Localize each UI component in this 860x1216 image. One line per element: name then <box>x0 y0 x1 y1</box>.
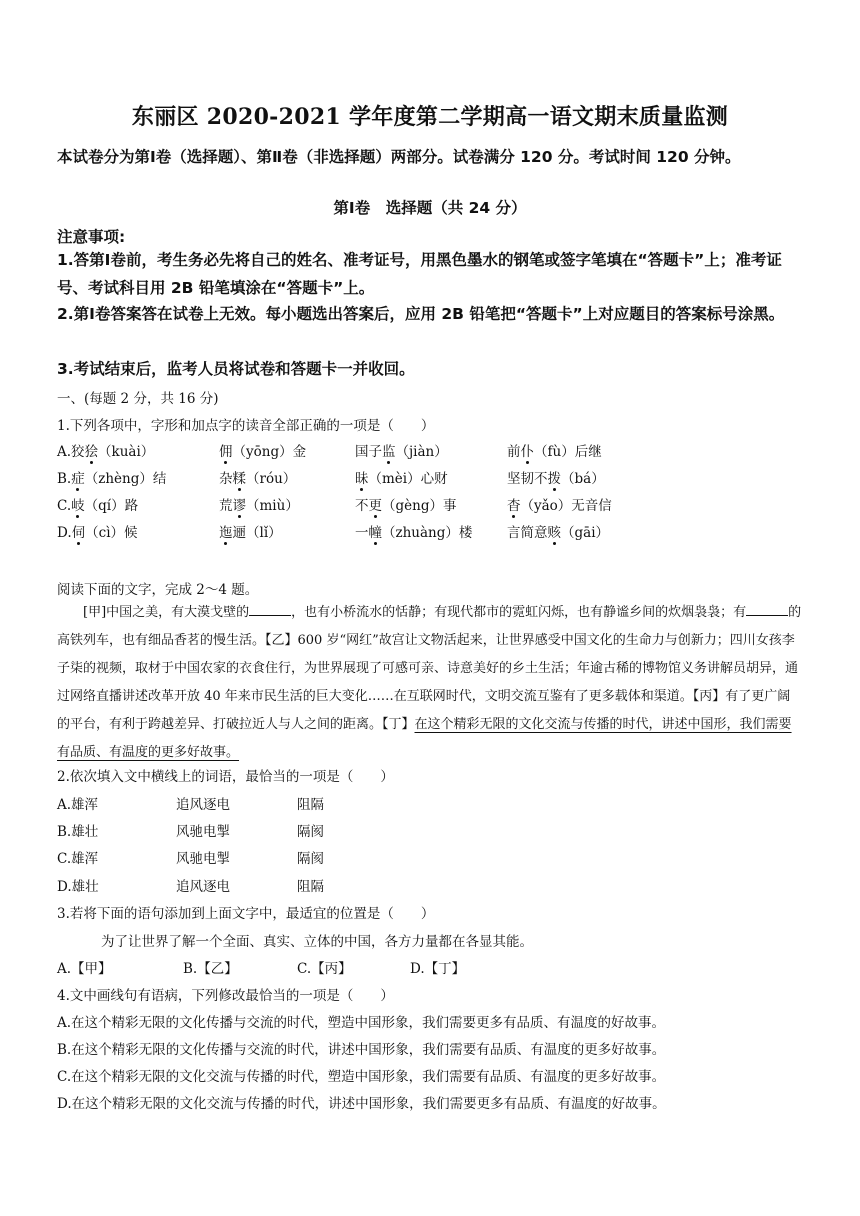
q1-option-item <box>355 440 448 460</box>
underlined-sentence: 在这个精彩无限的文化交流与传播的时代，讲述中国形，我们需要有品质、有温度的更多好故事。 <box>57 717 792 760</box>
q1-option-item <box>219 440 306 460</box>
q1-option-item <box>355 521 472 541</box>
dotted-char: 监 <box>382 440 396 460</box>
dotted-char: 佣 <box>219 440 233 460</box>
q3-option: B.【乙】 <box>183 961 238 977</box>
dotted-char: 昧 <box>355 467 369 487</box>
option-text: （zhèng）结 <box>84 471 167 487</box>
option-text: （mèi）心财 <box>368 471 448 487</box>
option-text: （qí）路 <box>84 498 139 514</box>
option-text: C. <box>57 498 72 514</box>
option-text: 杂 <box>219 471 233 487</box>
q1-option-item <box>219 467 296 487</box>
option-text: （jiàn） <box>395 444 448 460</box>
reading-passage <box>57 599 802 767</box>
q2-option-item: C.雄浑 <box>57 851 99 867</box>
q1-option-item <box>219 521 282 541</box>
q4-option: B.在这个精彩无限的文化传播与交流的时代，讲述中国形象，我们需要有品质、有温度的更多好故事。 <box>57 1042 666 1058</box>
option-text: A.狡 <box>57 444 85 460</box>
dotted-char: 迤 <box>219 521 233 541</box>
note-item: 1.答第Ⅰ卷前，考生务必先将自己的姓名、准考证号，用黑色墨水的钢笔或签字笔填在“答题卡”上；准考证号、考试科目用 2B 铅笔填涂在“答题卡”上。 <box>57 251 782 297</box>
q3-option: A.【甲】 <box>57 961 112 977</box>
dotted-char: 幢 <box>369 521 383 541</box>
q1-option-item <box>507 440 602 460</box>
q1-option-item <box>57 440 154 460</box>
option-text: 逦（lǐ） <box>232 525 282 541</box>
option-text: 一 <box>355 525 369 541</box>
option-text: D. <box>57 525 72 541</box>
option-text: （yōng）金 <box>232 444 307 460</box>
option-text: （bá） <box>561 471 605 487</box>
section-title: 第Ⅰ卷 选择题（共 24 分） <box>333 199 527 217</box>
q1-option-item <box>57 494 138 514</box>
question-stem: 4.文中画线句有语病，下列修改最恰当的一项是（ ） <box>57 988 394 1004</box>
q1-option-item <box>57 521 138 541</box>
dotted-char: 症 <box>71 467 85 487</box>
dotted-char: 糅 <box>233 467 247 487</box>
dotted-char: 赅 <box>548 521 562 541</box>
q1-option-item <box>57 467 166 487</box>
dotted-char: 杳 <box>507 494 521 514</box>
q3-option: C.【丙】 <box>297 961 352 977</box>
dotted-char: 伺 <box>72 521 86 541</box>
q4-option: C.在这个精彩无限的文化交流与传播的时代，塑造中国形象，我们需要有品质、有温度的更多好故事。 <box>57 1069 666 1085</box>
fill-blank <box>746 601 788 616</box>
question-stem: 1.下列各项中，字形和加点字的读音全部正确的一项是（ ） <box>57 418 435 434</box>
exam-intro: 本试卷分为第Ⅰ卷（选择题）、第Ⅱ卷（非选择题）两部分。试卷满分 120 分。考试时间 120 分钟。 <box>57 148 741 166</box>
q2-option-item: 风驰电掣 <box>176 824 230 840</box>
dotted-char: 岐 <box>71 494 85 514</box>
q2-option-item: 隔阂 <box>297 851 324 867</box>
dotted-char: 仆 <box>521 440 535 460</box>
option-text: （kuài） <box>98 444 155 460</box>
q3-option: D.【丁】 <box>410 961 466 977</box>
passage-intro: 阅读下面的文字，完成 2～4 题。 <box>57 582 259 598</box>
q2-option-item: B.雄壮 <box>57 824 99 840</box>
q1-option-item <box>355 494 456 514</box>
q2-option-item: A.雄浑 <box>57 797 99 813</box>
q2-option-item: 追风逐电 <box>176 797 230 813</box>
option-text: 坚韧不 <box>507 471 548 487</box>
option-text: （gèng）事 <box>382 498 457 514</box>
dotted-char: 更 <box>369 494 383 514</box>
note-item: 2.第Ⅰ卷答案答在试卷上无效。每小题选出答案后，应用 2B 铅笔把“答题卡”上对应题目的答案标号涂黑。 <box>57 305 785 323</box>
q3-sentence: 为了让世界了解一个全面、真实、立体的中国，各方力量都在各显其能。 <box>101 934 533 950</box>
option-text: 前 <box>507 444 521 460</box>
q4-option: D.在这个精彩无限的文化交流与传播的时代，讲述中国形象，我们需要更多有品质、有温度的好故事。 <box>57 1096 666 1112</box>
option-text: （fù）后继 <box>534 444 602 460</box>
q1-option-item <box>507 467 605 487</box>
q1-option-item <box>507 521 609 541</box>
option-text: （cì）候 <box>85 525 138 541</box>
q1-option-item <box>219 494 299 514</box>
fill-blank <box>249 601 291 616</box>
exam-title: 东丽区 2020-2021 学年度第二学期高一语文期末质量监测 <box>131 104 729 130</box>
passage-text: 的高铁列车，也有细品香茗的慢生活。【乙】600 岁“网红”故宫让文物活起来，让世界感受中国文化的生命力与创新力；四川女孩李子柒的视频，取材于中国农家的衣食住行，为世界展现了可感可亲、诗意美好的乡土生活；年逾古稀的博物馆义务讲解员胡异，通过网络直播讲述改革开放 40 年来市民生活的巨大变化……在互联网时代，文明交流互鉴有了更多载体和渠道。【丙】有了更广阔的平台，有利于跨越差异、打破拉近人与人之间的距离。【丁】 <box>57 605 802 732</box>
note-item: 3.考试结束后，监考人员将试卷和答题卡一并收回。 <box>57 360 415 378</box>
passage-text: [甲]中国之美，有大漠戈壁的 <box>83 605 250 620</box>
passage-text: ，也有小桥流水的恬静；有现代都市的霓虹闪烁，也有静谧乡间的炊烟袅袅；有 <box>291 605 747 620</box>
dotted-char: 谬 <box>233 494 247 514</box>
option-text: 不 <box>355 498 369 514</box>
option-text: 国子 <box>355 444 382 460</box>
q2-option-item: 追风逐电 <box>176 879 230 895</box>
option-text: B. <box>57 471 72 487</box>
option-text: 言简意 <box>507 525 548 541</box>
option-text: （miù） <box>246 498 299 514</box>
question-stem: 2.依次填入文中横线上的词语，最恰当的一项是（ ） <box>57 769 394 785</box>
option-text: （gāi） <box>561 525 610 541</box>
option-text: 荒 <box>219 498 233 514</box>
option-text: （zhuàng）楼 <box>382 525 473 541</box>
part-heading: 一、(每题 2 分，共 16 分) <box>57 391 219 407</box>
dotted-char: 拨 <box>548 467 562 487</box>
q2-option-item: 风驰电掣 <box>176 851 230 867</box>
dotted-char: 狯 <box>85 440 99 460</box>
option-text: （róu） <box>246 471 297 487</box>
notes-heading: 注意事项: <box>57 228 126 246</box>
q2-option-item: 隔阂 <box>297 824 324 840</box>
q2-option-item: 阻隔 <box>297 879 324 895</box>
q1-option-item <box>355 467 448 487</box>
question-stem: 3.若将下面的语句添加到上面文字中，最适宜的位置是（ ） <box>57 906 435 922</box>
q2-option-item: D.雄壮 <box>57 879 99 895</box>
q4-option: A.在这个精彩无限的文化传播与交流的时代，塑造中国形象，我们需要更多有品质、有温度的好故事。 <box>57 1015 666 1031</box>
option-text: （yǎo）无音信 <box>520 498 612 514</box>
q1-option-item <box>507 494 612 514</box>
q2-option-item: 阻隔 <box>297 797 324 813</box>
